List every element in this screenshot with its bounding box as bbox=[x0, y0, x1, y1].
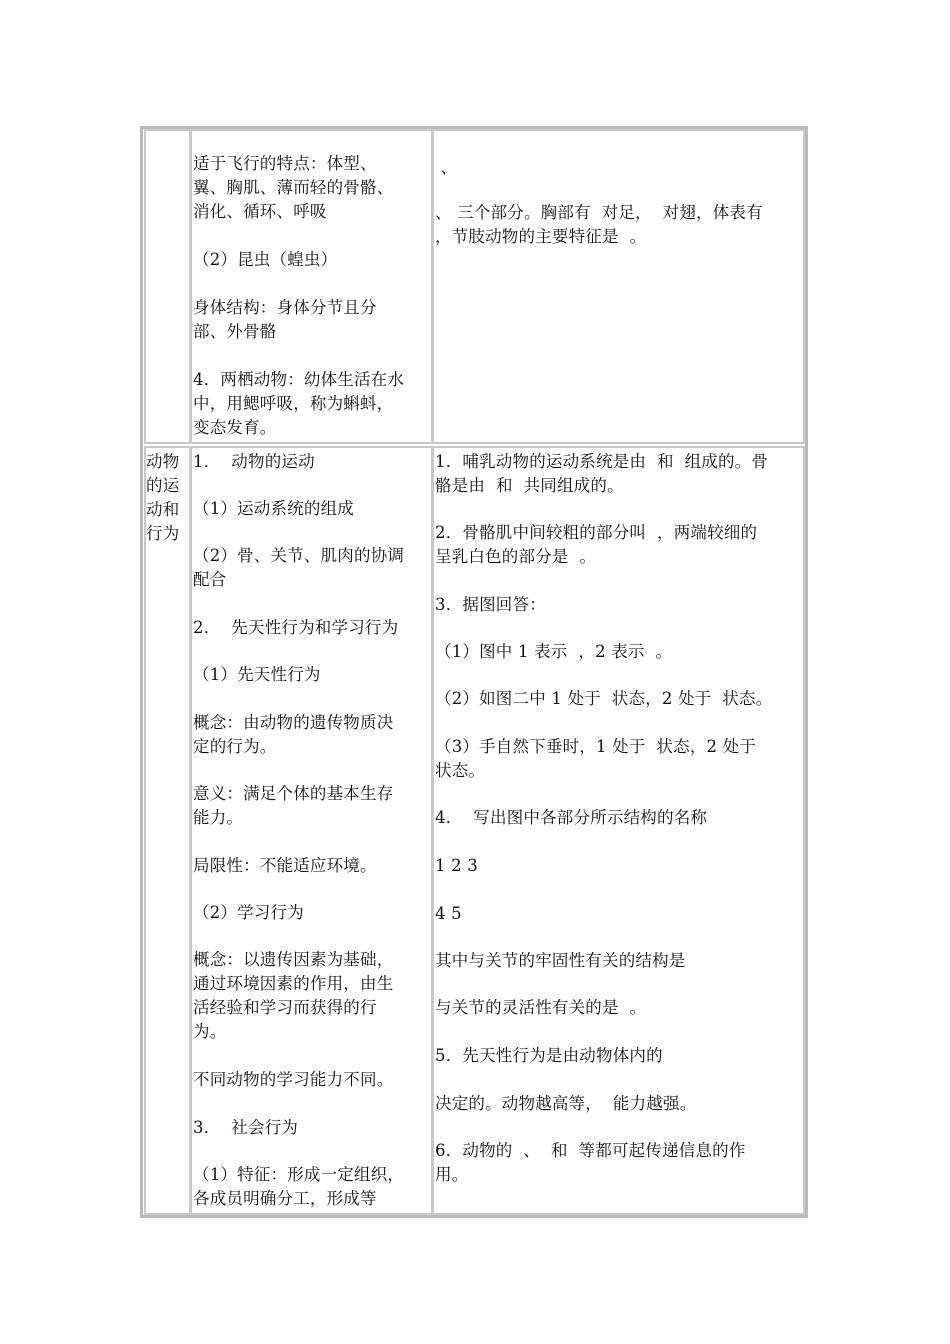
row2-exercise-line: 4 5 bbox=[435, 904, 462, 923]
row1-category-cell bbox=[144, 129, 191, 444]
row2-exercise-line: 呈乳白色的部分是 。 bbox=[435, 547, 597, 566]
row2-exercise-line: 与关节的灵活性有关的是 。 bbox=[435, 998, 647, 1017]
row2-exercise-line: 2．骨骼肌中间较粗的部分叫 ，两端较细的 bbox=[435, 523, 758, 542]
row2-knowledge-line: （1）运动系统的组成 bbox=[193, 499, 354, 518]
row2-knowledge-cell bbox=[190, 446, 433, 1215]
row2-knowledge-line: 配合 bbox=[193, 570, 227, 589]
row2-category-line: 的运 bbox=[146, 476, 180, 495]
row2-exercise-line: 其中与关节的牢固性有关的结构是 bbox=[435, 951, 686, 970]
row2-exercise-line: （2）如图二中 1 处于 状态，2 处于 状态。 bbox=[435, 689, 773, 708]
row1-knowledge-line: 变态发育。 bbox=[193, 418, 277, 437]
row1-knowledge-line: 适于飞行的特点：体型、 bbox=[193, 154, 377, 173]
row2-knowledge-line: 3． 社会行为 bbox=[193, 1118, 299, 1137]
row1-exercise-line: ，节肢动物的主要特征是 。 bbox=[435, 227, 647, 246]
row1-knowledge-line: 中，用鳃呼吸，称为蝌蚪， bbox=[193, 394, 394, 413]
row1-knowledge-line: 4．两栖动物：幼体生活在水 bbox=[193, 370, 405, 389]
row2-knowledge-line: （1）特征：形成一定组织， bbox=[193, 1165, 405, 1184]
row2-exercise-cell bbox=[432, 446, 805, 1215]
row2-knowledge-line: 定的行为。 bbox=[193, 737, 277, 756]
row2-knowledge-line: 局限性：不能适应环境。 bbox=[193, 856, 377, 875]
row2-exercise-line: 骼是由 和 共同组成的。 bbox=[435, 476, 624, 495]
row1-knowledge-line: 翼、胸肌、薄而轻的骨骼、 bbox=[193, 178, 394, 197]
row2-knowledge-line: 1． 动物的运动 bbox=[193, 452, 315, 471]
row2-knowledge-line: 为。 bbox=[193, 1022, 227, 1041]
row2-exercise-line: 1．哺乳动物的运动系统是由 和 组成的。骨 bbox=[435, 452, 769, 471]
row2-exercise-line: 3．据图回答： bbox=[435, 595, 546, 614]
row2-knowledge-line: （2）学习行为 bbox=[193, 903, 304, 922]
row2-exercise-line: （3）手自然下垂时，1 处于 状态，2 处于 bbox=[435, 737, 757, 756]
row1-knowledge-line: 部、外骨骼 bbox=[193, 322, 277, 341]
row2-exercise-line: （1）图中 1 表示 ，2 表示 。 bbox=[435, 642, 673, 661]
row2-knowledge-line: 活经验和学习而获得的行 bbox=[193, 998, 377, 1017]
row2-exercise-line: 5．先天性行为是由动物体内的 bbox=[435, 1046, 663, 1065]
row2-knowledge-line: 概念：以遗传因素为基础， bbox=[193, 950, 394, 969]
row2-knowledge-line: 各成员明确分工，形成等 bbox=[193, 1189, 377, 1208]
row1-exercise-cell bbox=[432, 129, 805, 444]
row2-knowledge-line: 不同动物的学习能力不同。 bbox=[193, 1070, 394, 1089]
row2-exercise-line: 1 2 3 bbox=[435, 856, 478, 875]
row2-exercise-line: 决定的。动物越高等， 能力越强。 bbox=[435, 1094, 697, 1113]
row2-exercise-line: 状态。 bbox=[435, 761, 486, 780]
row1-knowledge-line: 身体结构：身体分节且分 bbox=[193, 298, 377, 317]
row2-exercise-line: 6．动物的 、 和 等都可起传递信息的作 bbox=[435, 1141, 746, 1160]
row2-category-cell bbox=[144, 446, 191, 1215]
row2-knowledge-line: （2）骨、关节、肌肉的协调 bbox=[193, 546, 405, 565]
row2-knowledge-line: （1）先天性行为 bbox=[193, 665, 321, 684]
row2-knowledge-line: 通过环境因素的作用，由生 bbox=[193, 974, 394, 993]
row2-category-line: 动和 bbox=[146, 500, 180, 519]
row2-knowledge-line: 意义：满足个体的基本生存 bbox=[193, 784, 394, 803]
row1-exercise-line: 、 bbox=[435, 158, 458, 177]
row1-knowledge-cell bbox=[190, 129, 433, 444]
row2-exercise-line: 用。 bbox=[435, 1165, 469, 1184]
row1-knowledge-line: （2）昆虫（蝗虫） bbox=[193, 250, 338, 269]
row2-exercise-line: 4． 写出图中各部分所示结构的名称 bbox=[435, 808, 708, 827]
row1-exercise-line: 、 三个部分。胸部有 对足， 对翅，体表有 bbox=[435, 203, 763, 222]
row2-knowledge-line: 2． 先天性行为和学习行为 bbox=[193, 618, 399, 637]
row2-category-line: 动物 bbox=[146, 452, 180, 471]
row2-knowledge-line: 概念：由动物的遗传物质决 bbox=[193, 713, 394, 732]
row1-knowledge-line: 消化、循环、呼吸 bbox=[193, 202, 327, 221]
row2-knowledge-line: 能力。 bbox=[193, 808, 244, 827]
row2-category-line: 行为 bbox=[146, 524, 180, 543]
